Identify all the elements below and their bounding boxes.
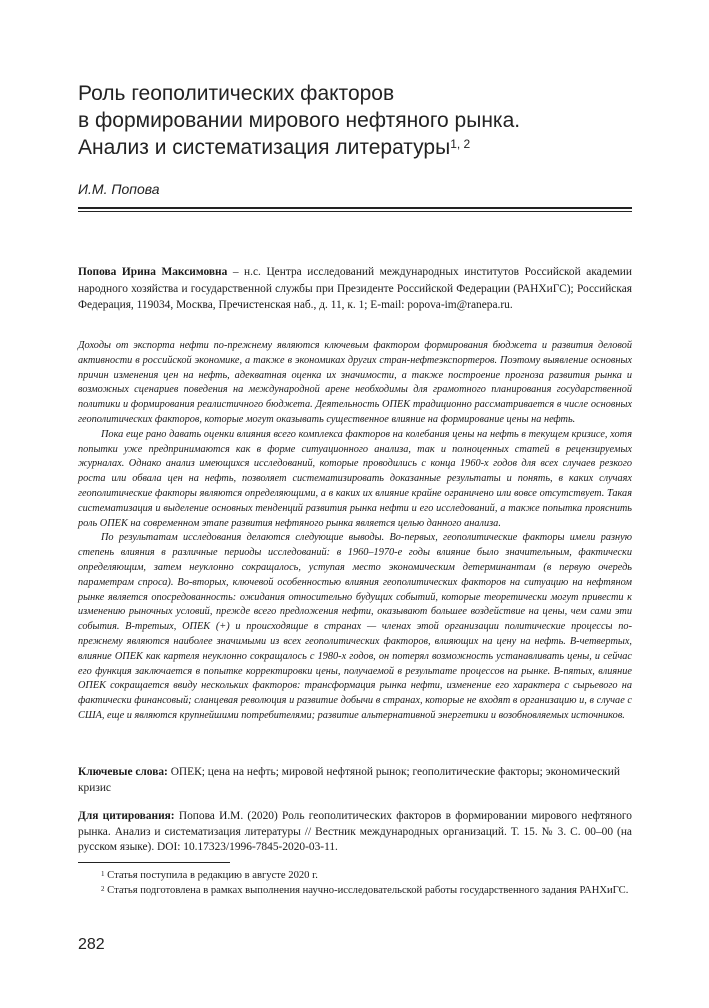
affiliation-name: Попова Ирина Максимовна [78,266,228,278]
title-line-1: Роль геополитических факторов [78,82,395,105]
footnote-2-text: Статья подготовлена в рамках выполнения научно-исследовательской работы государственного задания РАНХиГС. [104,885,629,896]
abstract-paragraph-2: Пока еще рано давать оценки влияния всего комплекса факторов на колебания цены на нефть в текущем кризисе, хотя попытки уже предпринимаются как в форме ситуационного анализа, так и полноценных статей в рецензируемых журналах. Однако анализ имеющихся исследований, которые проводились с конца 1960-х годов для всех случаев резкого роста или обвала цен на нефть, позволяет систематизировать доказанные результаты и понять, в каких случаях геополитические факторы являются определяющими, а в каких их влияние крайне ограничено или вовсе отсутствует. Такая систематизация и выделение основных тенденций развития рынка нефти и его исследований, а также попытка прояснить роль ОПЕК на современном этапе развития нефтяного рынка является целью данного анализа. [78,428,632,529]
title-footnote-marks: 1, 2 [450,137,471,151]
keywords-text: ОПЕК; цена на нефть; мировой нефтяной рынок; геополитические факторы; экономический кризис [78,766,620,794]
affiliation-text: – н.с. Центра исследований международных институтов Российской академии народного хозяйства и государственной службы при Президенте Российской Федерации (РАНХиГС); Российская Федерация, 119034, Москва, Пречистенская наб., д. 11, к. 1; E-mail: popova-im@ranepa.ru. [78,266,632,311]
keywords-label: Ключевые слова: [78,766,168,778]
citation-label: Для цитирования: [78,810,175,822]
footnote-1-text: Статья поступила в редакцию в августе 2020 г. [104,870,318,881]
footnote-2 [78,883,632,898]
title-line-3 [78,134,638,161]
header-rule-thin [78,211,632,212]
abstract-paragraph-1: Доходы от экспорта нефти по-прежнему являются ключевым фактором формирования бюджета и развития деловой активности в российской экономике, а также в экономиках других стран-нефтеэкспортеров. Поэтому выявление основных причин изменения цен на нефть, адекватная оценка их значимости, а также построение прогноза развития рынка и возможных сценариев поведения на международной арене необходимы для грамотного планирования государственной политики и формирования реалистичного бюджета. Деятельность ОПЕК традиционно рассматривается в числе основных геополитических факторов, которые могут оказывать существенное влияние на формирование цены на нефть. [78,340,632,425]
footnote-2-mark: 2 [101,885,105,893]
author-affiliation [78,264,632,314]
citation [78,809,632,856]
abstract [78,339,632,724]
footnote-1 [78,868,632,883]
keywords [78,765,632,796]
citation-text: Попова И.М. (2020) Роль геополитических факторов в формировании мирового нефтяного рынка. Анализ и систематизация литературы // Вестник международных организаций. Т. 15. № 3. С. 00–00 (на русском языке). DOI: 10.17323/1996-7845-2020-03-11. [78,810,632,853]
footnote-1-mark: 1 [101,870,105,878]
title-line-2: в формировании мирового нефтяного рынка. [78,109,521,132]
title-line-3-text: Анализ и систематизация литературы [78,136,451,159]
footnote-separator [78,862,230,863]
article-title [78,80,638,161]
page-number: 282 [78,936,105,953]
header-rule-thick [78,207,632,209]
author-name: И.М. Попова [78,181,160,197]
abstract-paragraph-3: По результатам исследования делаются следующие выводы. Во-первых, геополитические факторы имели разную степень влияния в различные периоды исследований: в 1960–1970-е годы влияние было значительным, фактически определяющим, затем неуклонно сокращалось, уступая место экономическим детерминантам (в первую очередь параметрам спроса). Во-вторых, ключевой особенностью влияния геополитических факторов на ситуацию на нефтяном рынке является опосредованность: ожидания относительно будущих событий, которые теоретически могут привести к изменению рыночных условий, прежде всего предложения нефти, оказывают большее воздействие на цены, чем сами эти события. В-третьих, ОПЕК (+) и происходящие в странах — членах этой организации политические процессы по-прежнему являются наиболее значимыми из всех геополитических факторов, влияющих на цену на нефть. В-четвертых, влияние ОПЕК как картеля неуклонно сокращалось с 1980-х годов, он потерял возможность устанавливать цены, и сейчас его функция заключается в попытке корректировки цены, получаемой в результате процессов на рынке. В-пятых, влияние ОПЕК сокращается ввиду нескольких факторов: трансформация рынка нефти, изменение его характера с сырьевого на фактически финансовый; сланцевая революция и развитие добычи в странах, которые не входят в организацию и, в случае с США, еще и являются крупнейшими потребителями; развитие альтернативной энергетики и возобновляемых источников. [78,532,632,721]
